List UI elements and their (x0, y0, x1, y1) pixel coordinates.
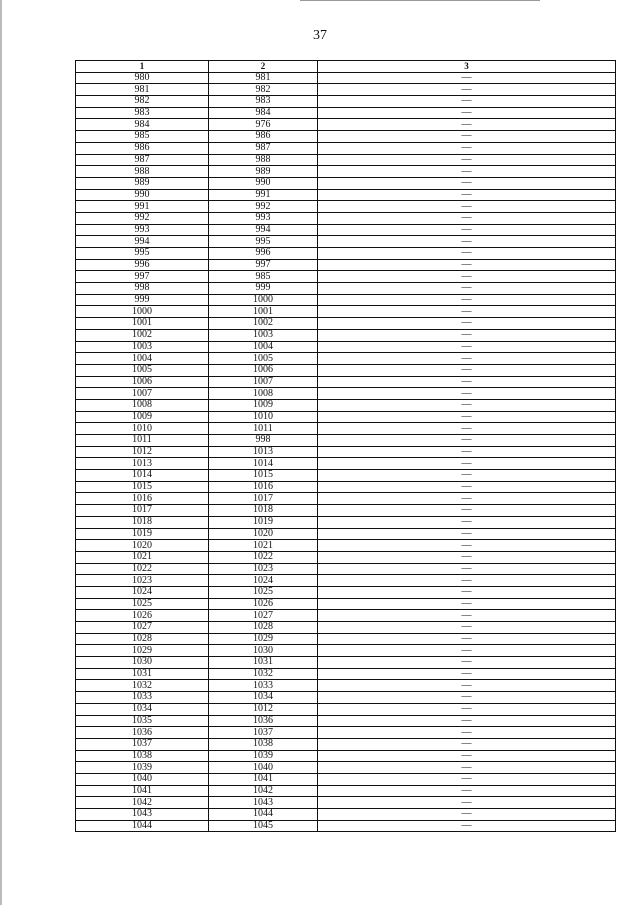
table-cell-col2: 1040 (209, 762, 318, 774)
table-cell-col3: — (318, 762, 616, 774)
table-row (76, 551, 616, 563)
table-cell-col2: 1020 (209, 528, 318, 540)
table-cell-col1: 1033 (76, 692, 209, 704)
table-row (76, 236, 616, 248)
table-row (76, 738, 616, 750)
table-cell-col1: 985 (76, 131, 209, 143)
table-cell-col2: 990 (209, 177, 318, 189)
table-cell-col2: 1033 (209, 680, 318, 692)
table-cell-col3: — (318, 131, 616, 143)
table-cell-col3: — (318, 212, 616, 224)
table-cell-col2: 983 (209, 96, 318, 108)
table-row (76, 481, 616, 493)
table-cell-col1: 1037 (76, 738, 209, 750)
table-cell-col1: 1013 (76, 458, 209, 470)
table-cell-col2: 1005 (209, 353, 318, 365)
table-cell-col2: 989 (209, 166, 318, 178)
table-cell-col2: 1044 (209, 809, 318, 821)
table-cell-col2: 996 (209, 248, 318, 260)
table-row (76, 727, 616, 739)
table-row (76, 505, 616, 517)
table-cell-col1: 1017 (76, 505, 209, 517)
table-row (76, 131, 616, 143)
table-cell-col3: — (318, 528, 616, 540)
table-cell-col2: 1008 (209, 388, 318, 400)
table-row (76, 692, 616, 704)
table-cell-col2: 1045 (209, 820, 318, 832)
table-header-row (76, 61, 616, 73)
table-cell-col2: 1017 (209, 493, 318, 505)
table-cell-col1: 1024 (76, 586, 209, 598)
table-row (76, 645, 616, 657)
table-cell-col1: 993 (76, 224, 209, 236)
table-cell-col3: — (318, 318, 616, 330)
table-row (76, 703, 616, 715)
table-row (76, 201, 616, 213)
table-cell-col3: — (318, 551, 616, 563)
table-cell-col3: — (318, 715, 616, 727)
table-row (76, 435, 616, 447)
table-cell-col3: — (318, 107, 616, 119)
table-cell-col1: 1009 (76, 411, 209, 423)
table-cell-col3: — (318, 458, 616, 470)
table-row (76, 762, 616, 774)
table-cell-col3: — (318, 166, 616, 178)
table-cell-col2: 1039 (209, 750, 318, 762)
table-cell-col3: — (318, 294, 616, 306)
table-cell-col2: 1038 (209, 738, 318, 750)
table-cell-col3: — (318, 809, 616, 821)
table-cell-col2: 1022 (209, 551, 318, 563)
column-header-3: 3 (318, 61, 616, 73)
table-cell-col1: 1007 (76, 388, 209, 400)
table-row (76, 750, 616, 762)
table-cell-col2: 993 (209, 212, 318, 224)
table-cell-col3: — (318, 657, 616, 669)
table-cell-col3: — (318, 633, 616, 645)
table-cell-col2: 1003 (209, 329, 318, 341)
table-cell-col1: 994 (76, 236, 209, 248)
table-cell-col3: — (318, 481, 616, 493)
table-cell-col2: 1002 (209, 318, 318, 330)
table-cell-col3: — (318, 142, 616, 154)
table-row (76, 458, 616, 470)
table-cell-col1: 1016 (76, 493, 209, 505)
table-cell-col2: 997 (209, 259, 318, 271)
table-cell-col1: 983 (76, 107, 209, 119)
table-cell-col1: 1020 (76, 540, 209, 552)
table-row (76, 259, 616, 271)
table-cell-col1: 1005 (76, 364, 209, 376)
table-cell-col3: — (318, 680, 616, 692)
table-cell-col2: 1036 (209, 715, 318, 727)
table-cell-col1: 1041 (76, 785, 209, 797)
table-cell-col3: — (318, 388, 616, 400)
table-row (76, 96, 616, 108)
table-cell-col3: — (318, 96, 616, 108)
table-row (76, 341, 616, 353)
table-cell-col1: 1006 (76, 376, 209, 388)
table-cell-col1: 987 (76, 154, 209, 166)
table-cell-col1: 1039 (76, 762, 209, 774)
table-cell-col3: — (318, 353, 616, 365)
table-cell-col3: — (318, 540, 616, 552)
table-row (76, 177, 616, 189)
table-cell-col2: 1029 (209, 633, 318, 645)
table-cell-col3: — (318, 493, 616, 505)
table-cell-col1: 1042 (76, 797, 209, 809)
table-cell-col1: 1002 (76, 329, 209, 341)
table-cell-col3: — (318, 516, 616, 528)
table-row (76, 166, 616, 178)
table-cell-col3: — (318, 785, 616, 797)
table-row (76, 376, 616, 388)
table-cell-col3: — (318, 364, 616, 376)
table-cell-col2: 987 (209, 142, 318, 154)
table-row (76, 388, 616, 400)
table-cell-col1: 1036 (76, 727, 209, 739)
table-cell-col2: 1043 (209, 797, 318, 809)
table-cell-col1: 989 (76, 177, 209, 189)
table-cell-col3: — (318, 797, 616, 809)
table-row (76, 107, 616, 119)
table-cell-col1: 984 (76, 119, 209, 131)
table-row (76, 785, 616, 797)
table-cell-col3: — (318, 446, 616, 458)
table-cell-col1: 1001 (76, 318, 209, 330)
table-cell-col2: 1019 (209, 516, 318, 528)
table-row (76, 364, 616, 376)
table-row (76, 72, 616, 84)
table-cell-col3: — (318, 154, 616, 166)
table-cell-col1: 1015 (76, 481, 209, 493)
table-cell-col1: 986 (76, 142, 209, 154)
table-cell-col1: 1044 (76, 820, 209, 832)
table-cell-col2: 1012 (209, 703, 318, 715)
table-cell-col2: 1037 (209, 727, 318, 739)
table-cell-col2: 1018 (209, 505, 318, 517)
table-cell-col2: 991 (209, 189, 318, 201)
table-cell-col2: 988 (209, 154, 318, 166)
table-cell-col3: — (318, 750, 616, 762)
table-cell-col3: — (318, 399, 616, 411)
table-cell-col1: 1028 (76, 633, 209, 645)
table-cell-col1: 1025 (76, 598, 209, 610)
table-cell-col2: 1001 (209, 306, 318, 318)
column-header-1: 1 (76, 61, 209, 73)
table-cell-col2: 985 (209, 271, 318, 283)
table-cell-col1: 1012 (76, 446, 209, 458)
table-cell-col2: 1030 (209, 645, 318, 657)
table-cell-col2: 1009 (209, 399, 318, 411)
table-row (76, 329, 616, 341)
table-cell-col1: 1021 (76, 551, 209, 563)
table-cell-col3: — (318, 201, 616, 213)
table-cell-col3: — (318, 692, 616, 704)
table-cell-col3: — (318, 575, 616, 587)
table-row (76, 248, 616, 260)
table-cell-col1: 1023 (76, 575, 209, 587)
table-cell-col3: — (318, 271, 616, 283)
data-table (75, 60, 616, 832)
table-cell-col3: — (318, 586, 616, 598)
table-cell-col2: 982 (209, 84, 318, 96)
table-cell-col3: — (318, 435, 616, 447)
table-row (76, 84, 616, 96)
table-row (76, 820, 616, 832)
table-row (76, 294, 616, 306)
table-row (76, 598, 616, 610)
table-cell-col1: 982 (76, 96, 209, 108)
table-cell-col3: — (318, 236, 616, 248)
table-cell-col2: 1016 (209, 481, 318, 493)
table-row (76, 540, 616, 552)
table-row (76, 399, 616, 411)
table-cell-col1: 1008 (76, 399, 209, 411)
table-cell-col1: 1022 (76, 563, 209, 575)
table-cell-col2: 1007 (209, 376, 318, 388)
table-cell-col1: 1003 (76, 341, 209, 353)
table-cell-col1: 1031 (76, 668, 209, 680)
table-cell-col1: 1040 (76, 773, 209, 785)
table-cell-col2: 1013 (209, 446, 318, 458)
table-cell-col1: 1029 (76, 645, 209, 657)
table-cell-col1: 1018 (76, 516, 209, 528)
table-row (76, 809, 616, 821)
table-cell-col2: 1025 (209, 586, 318, 598)
table-cell-col2: 1032 (209, 668, 318, 680)
table-cell-col3: — (318, 72, 616, 84)
table-cell-col1: 1010 (76, 423, 209, 435)
table-row (76, 797, 616, 809)
table-cell-col2: 1042 (209, 785, 318, 797)
table-cell-col3: — (318, 610, 616, 622)
table-cell-col1: 980 (76, 72, 209, 84)
table-cell-col2: 1006 (209, 364, 318, 376)
table-cell-col1: 995 (76, 248, 209, 260)
table-cell-col1: 1019 (76, 528, 209, 540)
table-row (76, 586, 616, 598)
table-cell-col2: 1000 (209, 294, 318, 306)
table-row (76, 154, 616, 166)
table-row (76, 189, 616, 201)
table-cell-col1: 990 (76, 189, 209, 201)
table-row (76, 271, 616, 283)
page-left-edge (0, 0, 2, 905)
table-cell-col2: 981 (209, 72, 318, 84)
table-row (76, 119, 616, 131)
table-row (76, 470, 616, 482)
table-cell-col2: 1034 (209, 692, 318, 704)
table-row (76, 283, 616, 295)
table-body (76, 72, 616, 832)
table-row (76, 773, 616, 785)
table-cell-col3: — (318, 411, 616, 423)
table-cell-col1: 988 (76, 166, 209, 178)
table-cell-col1: 999 (76, 294, 209, 306)
table-cell-col2: 984 (209, 107, 318, 119)
table-cell-col1: 991 (76, 201, 209, 213)
table-row (76, 715, 616, 727)
page-number: 37 (313, 28, 327, 43)
table-cell-col3: — (318, 598, 616, 610)
table-cell-col3: — (318, 224, 616, 236)
table-cell-col2: 1024 (209, 575, 318, 587)
table-cell-col2: 1031 (209, 657, 318, 669)
table-cell-col3: — (318, 645, 616, 657)
table-row (76, 142, 616, 154)
table-row (76, 610, 616, 622)
table-row (76, 411, 616, 423)
table-row (76, 423, 616, 435)
table-row (76, 224, 616, 236)
scan-artifact-line (300, 0, 540, 1)
table-cell-col1: 1032 (76, 680, 209, 692)
table-cell-col3: — (318, 505, 616, 517)
table-cell-col2: 998 (209, 435, 318, 447)
table-cell-col2: 1027 (209, 610, 318, 622)
table-cell-col1: 997 (76, 271, 209, 283)
table-row (76, 353, 616, 365)
table-cell-col3: — (318, 703, 616, 715)
table-cell-col3: — (318, 622, 616, 634)
table-cell-col1: 1038 (76, 750, 209, 762)
table-cell-col2: 1021 (209, 540, 318, 552)
table-row (76, 622, 616, 634)
table-cell-col1: 1027 (76, 622, 209, 634)
table-cell-col3: — (318, 189, 616, 201)
table-row (76, 493, 616, 505)
table-cell-col3: — (318, 773, 616, 785)
table-row (76, 657, 616, 669)
table-cell-col3: — (318, 177, 616, 189)
table-cell-col3: — (318, 306, 616, 318)
table-row (76, 680, 616, 692)
table-cell-col2: 995 (209, 236, 318, 248)
table-row (76, 668, 616, 680)
table-cell-col1: 981 (76, 84, 209, 96)
table-row (76, 212, 616, 224)
table-cell-col2: 1023 (209, 563, 318, 575)
table-row (76, 516, 616, 528)
table-cell-col2: 986 (209, 131, 318, 143)
table-cell-col3: — (318, 341, 616, 353)
table-cell-col3: — (318, 119, 616, 131)
table-cell-col2: 1010 (209, 411, 318, 423)
table-cell-col3: — (318, 668, 616, 680)
table-cell-col3: — (318, 329, 616, 341)
table-cell-col1: 1004 (76, 353, 209, 365)
table-cell-col2: 999 (209, 283, 318, 295)
table-cell-col3: — (318, 738, 616, 750)
table-cell-col1: 1000 (76, 306, 209, 318)
table-cell-col1: 1030 (76, 657, 209, 669)
table-cell-col2: 1026 (209, 598, 318, 610)
table-cell-col1: 996 (76, 259, 209, 271)
table-cell-col2: 1004 (209, 341, 318, 353)
table-cell-col3: — (318, 259, 616, 271)
table-cell-col3: — (318, 84, 616, 96)
table-row (76, 575, 616, 587)
table-cell-col2: 1041 (209, 773, 318, 785)
table-cell-col3: — (318, 820, 616, 832)
table-cell-col1: 998 (76, 283, 209, 295)
table-cell-col2: 1014 (209, 458, 318, 470)
column-header-2: 2 (209, 61, 318, 73)
table-row (76, 446, 616, 458)
table-cell-col2: 1015 (209, 470, 318, 482)
table-cell-col1: 1011 (76, 435, 209, 447)
table-cell-col2: 1011 (209, 423, 318, 435)
table-cell-col3: — (318, 248, 616, 260)
table-cell-col1: 1026 (76, 610, 209, 622)
table-cell-col3: — (318, 283, 616, 295)
table-cell-col2: 994 (209, 224, 318, 236)
table-cell-col1: 1035 (76, 715, 209, 727)
table-cell-col3: — (318, 563, 616, 575)
table-row (76, 633, 616, 645)
table-cell-col3: — (318, 423, 616, 435)
table-row (76, 306, 616, 318)
table-cell-col3: — (318, 376, 616, 388)
table-cell-col3: — (318, 470, 616, 482)
table-cell-col3: — (318, 727, 616, 739)
table-cell-col1: 1034 (76, 703, 209, 715)
table-cell-col2: 992 (209, 201, 318, 213)
table-cell-col2: 1028 (209, 622, 318, 634)
table-row (76, 318, 616, 330)
table-cell-col1: 1043 (76, 809, 209, 821)
table-cell-col2: 976 (209, 119, 318, 131)
table-row (76, 563, 616, 575)
table-cell-col1: 1014 (76, 470, 209, 482)
table-row (76, 528, 616, 540)
table-cell-col1: 992 (76, 212, 209, 224)
